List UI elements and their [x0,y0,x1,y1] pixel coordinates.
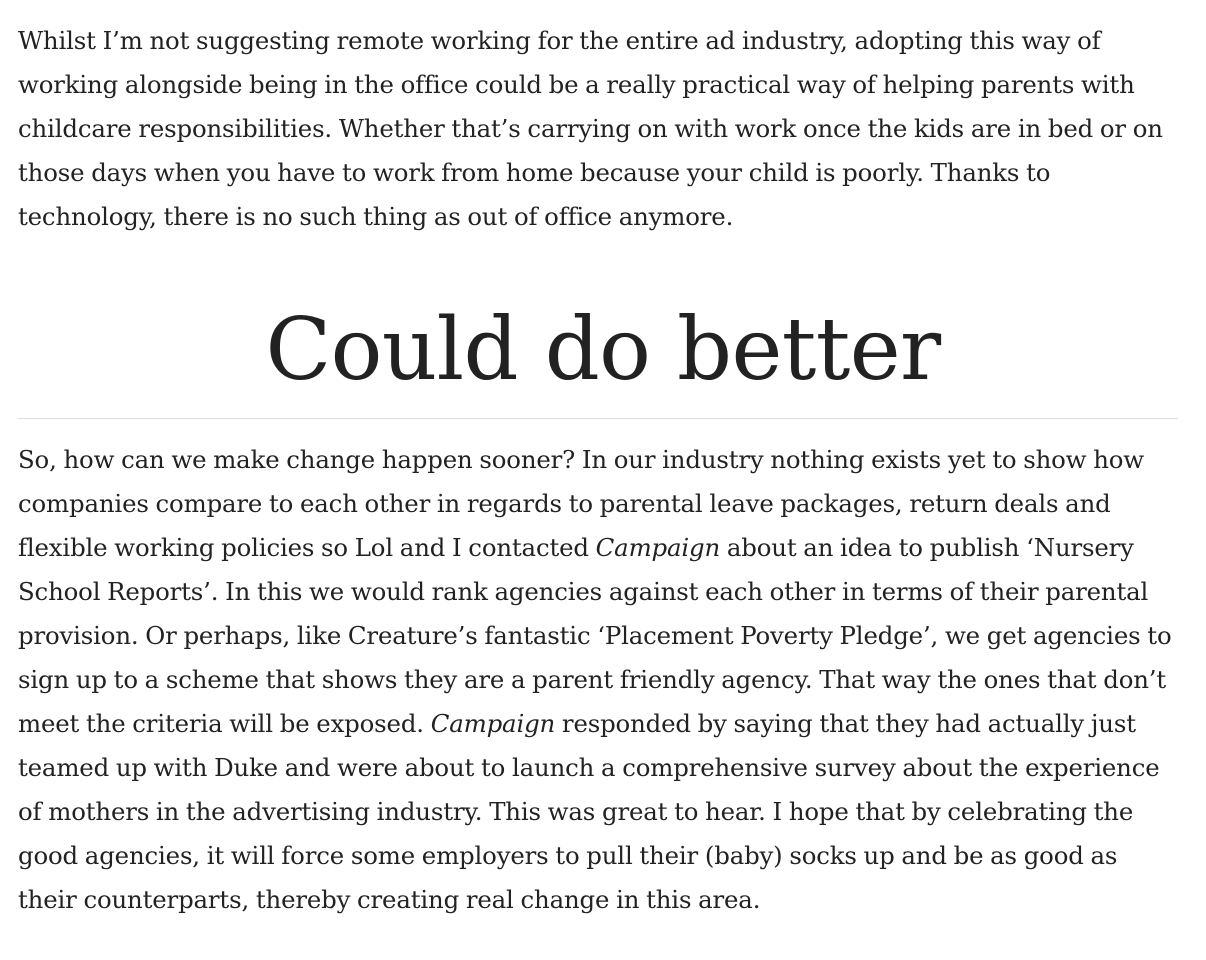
publication-name-campaign-second: Campaign [430,709,556,738]
body-paragraph-text-2: about an idea to publish ‘Nursery School Reports’. In this we would rank agencies against each other in terms of their parental provision. Or perhaps, like Creature’s fantastic ‘Placement Poverty Pledge’, we get agencies to sign up to a scheme that shows they are a parent friendly agency. That way the ones that don’t meet the criteria will be exposed. [18,533,1172,738]
publication-name-campaign: Campaign [595,533,721,562]
body-paragraph-text-3: responded by saying that they had actually just teamed up with Duke and were about to launch a comprehensive survey about the experience of mothers in the advertising industry. This was great to hear. I hope that by celebrating the good agencies, it will force some employers to pull their (baby) socks up and be as good as their counterparts, thereby creating real change in this area. [18,709,1160,914]
body-paragraph [18,438,1180,922]
intro-paragraph: Whilst I’m not suggesting remote working for the entire ad industry, adopting this way of working alongside being in the office could be a really practical way of helping parents with childcare responsibilities. Whether that’s carrying on with work once the kids are in bed or on those days when you have to work from home because your child is poorly. Thanks to technology, there is no such thing as out of office anymore. [18,26,1163,231]
section-divider [18,418,1178,419]
body-paragraph-text-1: So, how can we make change happen sooner? In our industry nothing exists yet to show how companies compare to each other in regards to parental leave packages, return deals and flexible working policies so Lol and I contacted [18,445,1145,562]
section-heading: Could do better [265,300,941,400]
